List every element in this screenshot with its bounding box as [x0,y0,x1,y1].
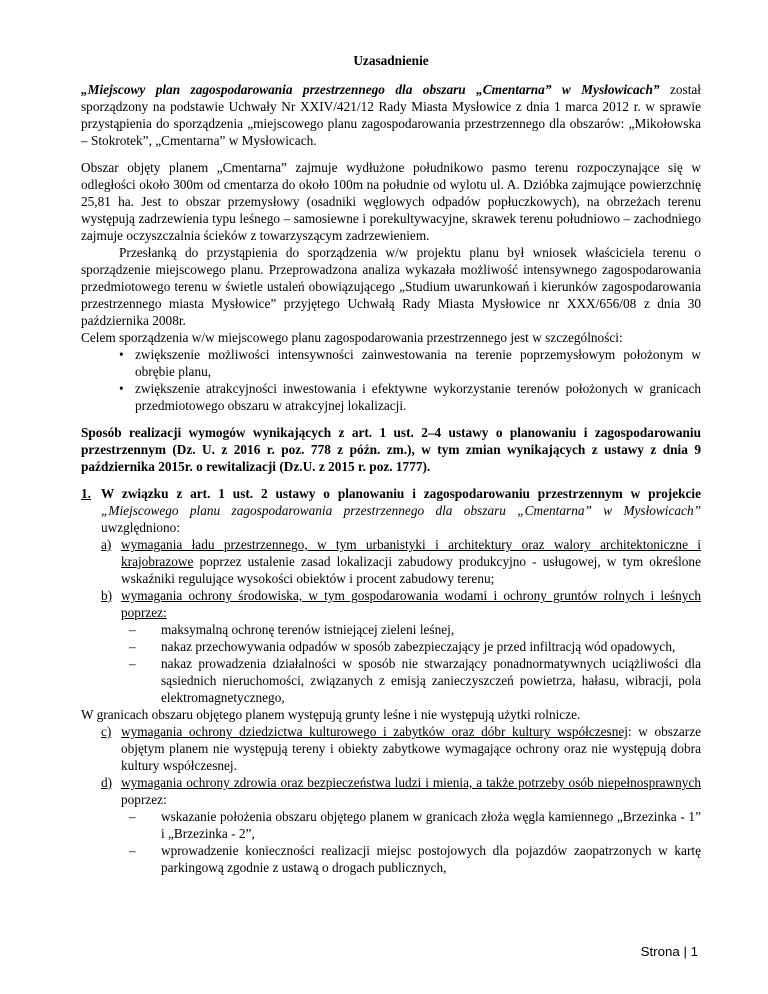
item-c-label: c) [101,724,112,739]
item-c [101,723,701,774]
requirements-heading: Sposób realizacji wymogów wynikających z art. 1 ust. 2–4 ustawy o planowaniu i zagospodarowaniu przestrzennym (Dz. U. z 2016 r. poz. 778 z późn. zm.), w tym zmian wynikających z ustawy z dnia 9 października 2015r. o rewitalizacji (Dz.U. z 2015 r. poz. 1777). [81,425,701,474]
item-b-underlined: wymagania ochrony środowiska, w tym gospodarowania wodami i ochrony gruntów rolnych i leśnych poprzez: [121,588,701,620]
item-d-dash: – wskazanie położenia obszaru objętego planem w granicach złoża węgla kamiennego „Brzezinka - 1” i „Brzezinka - 2”, [121,808,701,842]
premise-paragraph: Przesłanką do przystąpienia do sporządzenia w/w projektu planu był wniosek właściciela terenu o sporządzenie miejscowego planu. Przeprowadzona analiza wykazała możliwość intensywnego zagospodarowania przedmiotowego terenu w świetle ustaleń obowiązującego „Studium uwarunkowań i kierunków zagospodarowania przestrzennego miasta Mysłowice” przyjętego Uchwałą Rady Miasta Mysłowice nr XXX/656/08 z dnia 30 października 2008r. [81,245,701,328]
item-d-label: d) [101,775,113,790]
item-c-text: : w obszarze objętym planem nie występują tereny i obiekty zabytkowe wymagające ochrony oraz nie występują dobra kultury współczesnej. [121,724,702,773]
goal-paragraph: Celem sporządzenia w/w miejscowego planu zagospodarowania przestrzennego jest w szczególności: [81,330,623,345]
item-a-label: a) [101,537,112,552]
item-d [101,774,701,876]
item-b-note: W granicach obszaru objętego planem występują grunty leśne i nie występują użytki rolnicze. [81,707,581,722]
item-b-dash: – nakaz prowadzenia działalności w sposób nie stwarzający ponadnormatywnych uciążliwości dla sąsiednich nieruchomości, związanych z emisją zanieczyszczeń powietrza, hałasu, wibracji, pola elektromagnetycznego, [121,655,701,706]
intro-paragraph [81,81,701,149]
area-description-paragraph: Obszar objęty planem „Cmentarna” zajmuje wydłużone południkowo pasmo terenu rozpoczynające się w odległości około 300m od cmentarza do około 100m na południe od wylotu ul. A. Dzióbka zajmujące powierzchnię 25,81 ha. Jest to obszar przemysłowy (osadniki węglowych odpadów popłuczkowych), na obrzeżach terenu występują zadrzewienia typu leśnego – samosiewne i porekultywacyjne, skrawek terenu południowo – zachodniego zajmuje oczyszczalnia ścieków z towarzyszącym zadrzewieniem. [81,160,701,243]
document-title: Uzasadnienie [353,53,429,68]
item-b [101,587,701,706]
item-d-text: poprzez: [121,792,167,807]
item-b-dash: – nakaz przechowywania odpadów w sposób zabezpieczający je przed infiltracją wód opadowych, [121,638,701,655]
item-a [101,536,701,587]
section-1-number: 1. [81,486,91,501]
intro-plan-name: „Miejscowy plan zagospodarowania przestrzennego dla obszaru „Cmentarna” w Mysłowicach” [81,82,660,97]
section-1-bold-text: W związku z art. 1 ust. 2 ustawy o planowaniu i zagospodarowaniu przestrzennym w projekcie [101,486,701,501]
item-b-label: b) [101,588,113,603]
goal-list-item: • zwiększenie możliwości intensywności zainwestowania na terenie poprzemysłowym położonym w obrębie planu, [135,346,701,380]
item-d-underlined: wymagania ochrony zdrowia oraz bezpieczeństwa ludzi i mienia, a także potrzeby osób niepełnosprawnych [121,775,701,790]
item-c-underlined: wymagania ochrony dziedzictwa kulturowego i zabytków oraz dóbr kultury współczesnej [121,724,628,739]
section-1-intro [101,485,701,536]
section-1-plan-name: „Miejscowego planu zagospodarowania przestrzennego dla obszaru „Cmentarna” w Mysłowicach” [101,503,701,518]
item-b-dash: – maksymalną ochronę terenów istniejącej zieleni leśnej, [121,621,701,638]
item-a-text: poprzez ustalenie zasad lokalizacji zabudowy produkcyjno - usługowej, w tym określone wskaźniki regulujące wysokości obiektów i procent zabudowy terenu; [121,554,701,586]
goal-list-item: • zwiększenie atrakcyjności inwestowania i efektywne wykorzystanie terenów położonych w granicach przedmiotowego obszaru w atrakcyjnej lokalizacji. [135,380,701,414]
item-d-dash: – wprowadzenie konieczności realizacji miejsc postojowych dla pojazdów zaopatrzonych w kartę parkingową zgodnie z ustawą o drogach publicznych, [121,842,701,876]
intro-text: został sporządzony na podstawie Uchwały Nr XXIV/421/12 Rady Miasta Mysłowice z dnia 1 marca 2012 r. w sprawie przystąpienia do sporządzenia „miejscowego planu zagospodarowania przestrzennego dla obszarów: „Mikołowska – Stokrotek”, „Cmentarna” w Mysłowicach. [81,82,702,148]
page-number: Strona | 1 [640,944,698,959]
item-a-underlined: wymagania ładu przestrzennego, w tym urbanistyki i architektury oraz walory architektoniczne i krajobrazowe [121,537,701,569]
section-1 [81,485,701,876]
section-1-tail: uwzględniono: [101,520,181,535]
document-page [81,52,701,876]
goal-list [81,346,701,414]
